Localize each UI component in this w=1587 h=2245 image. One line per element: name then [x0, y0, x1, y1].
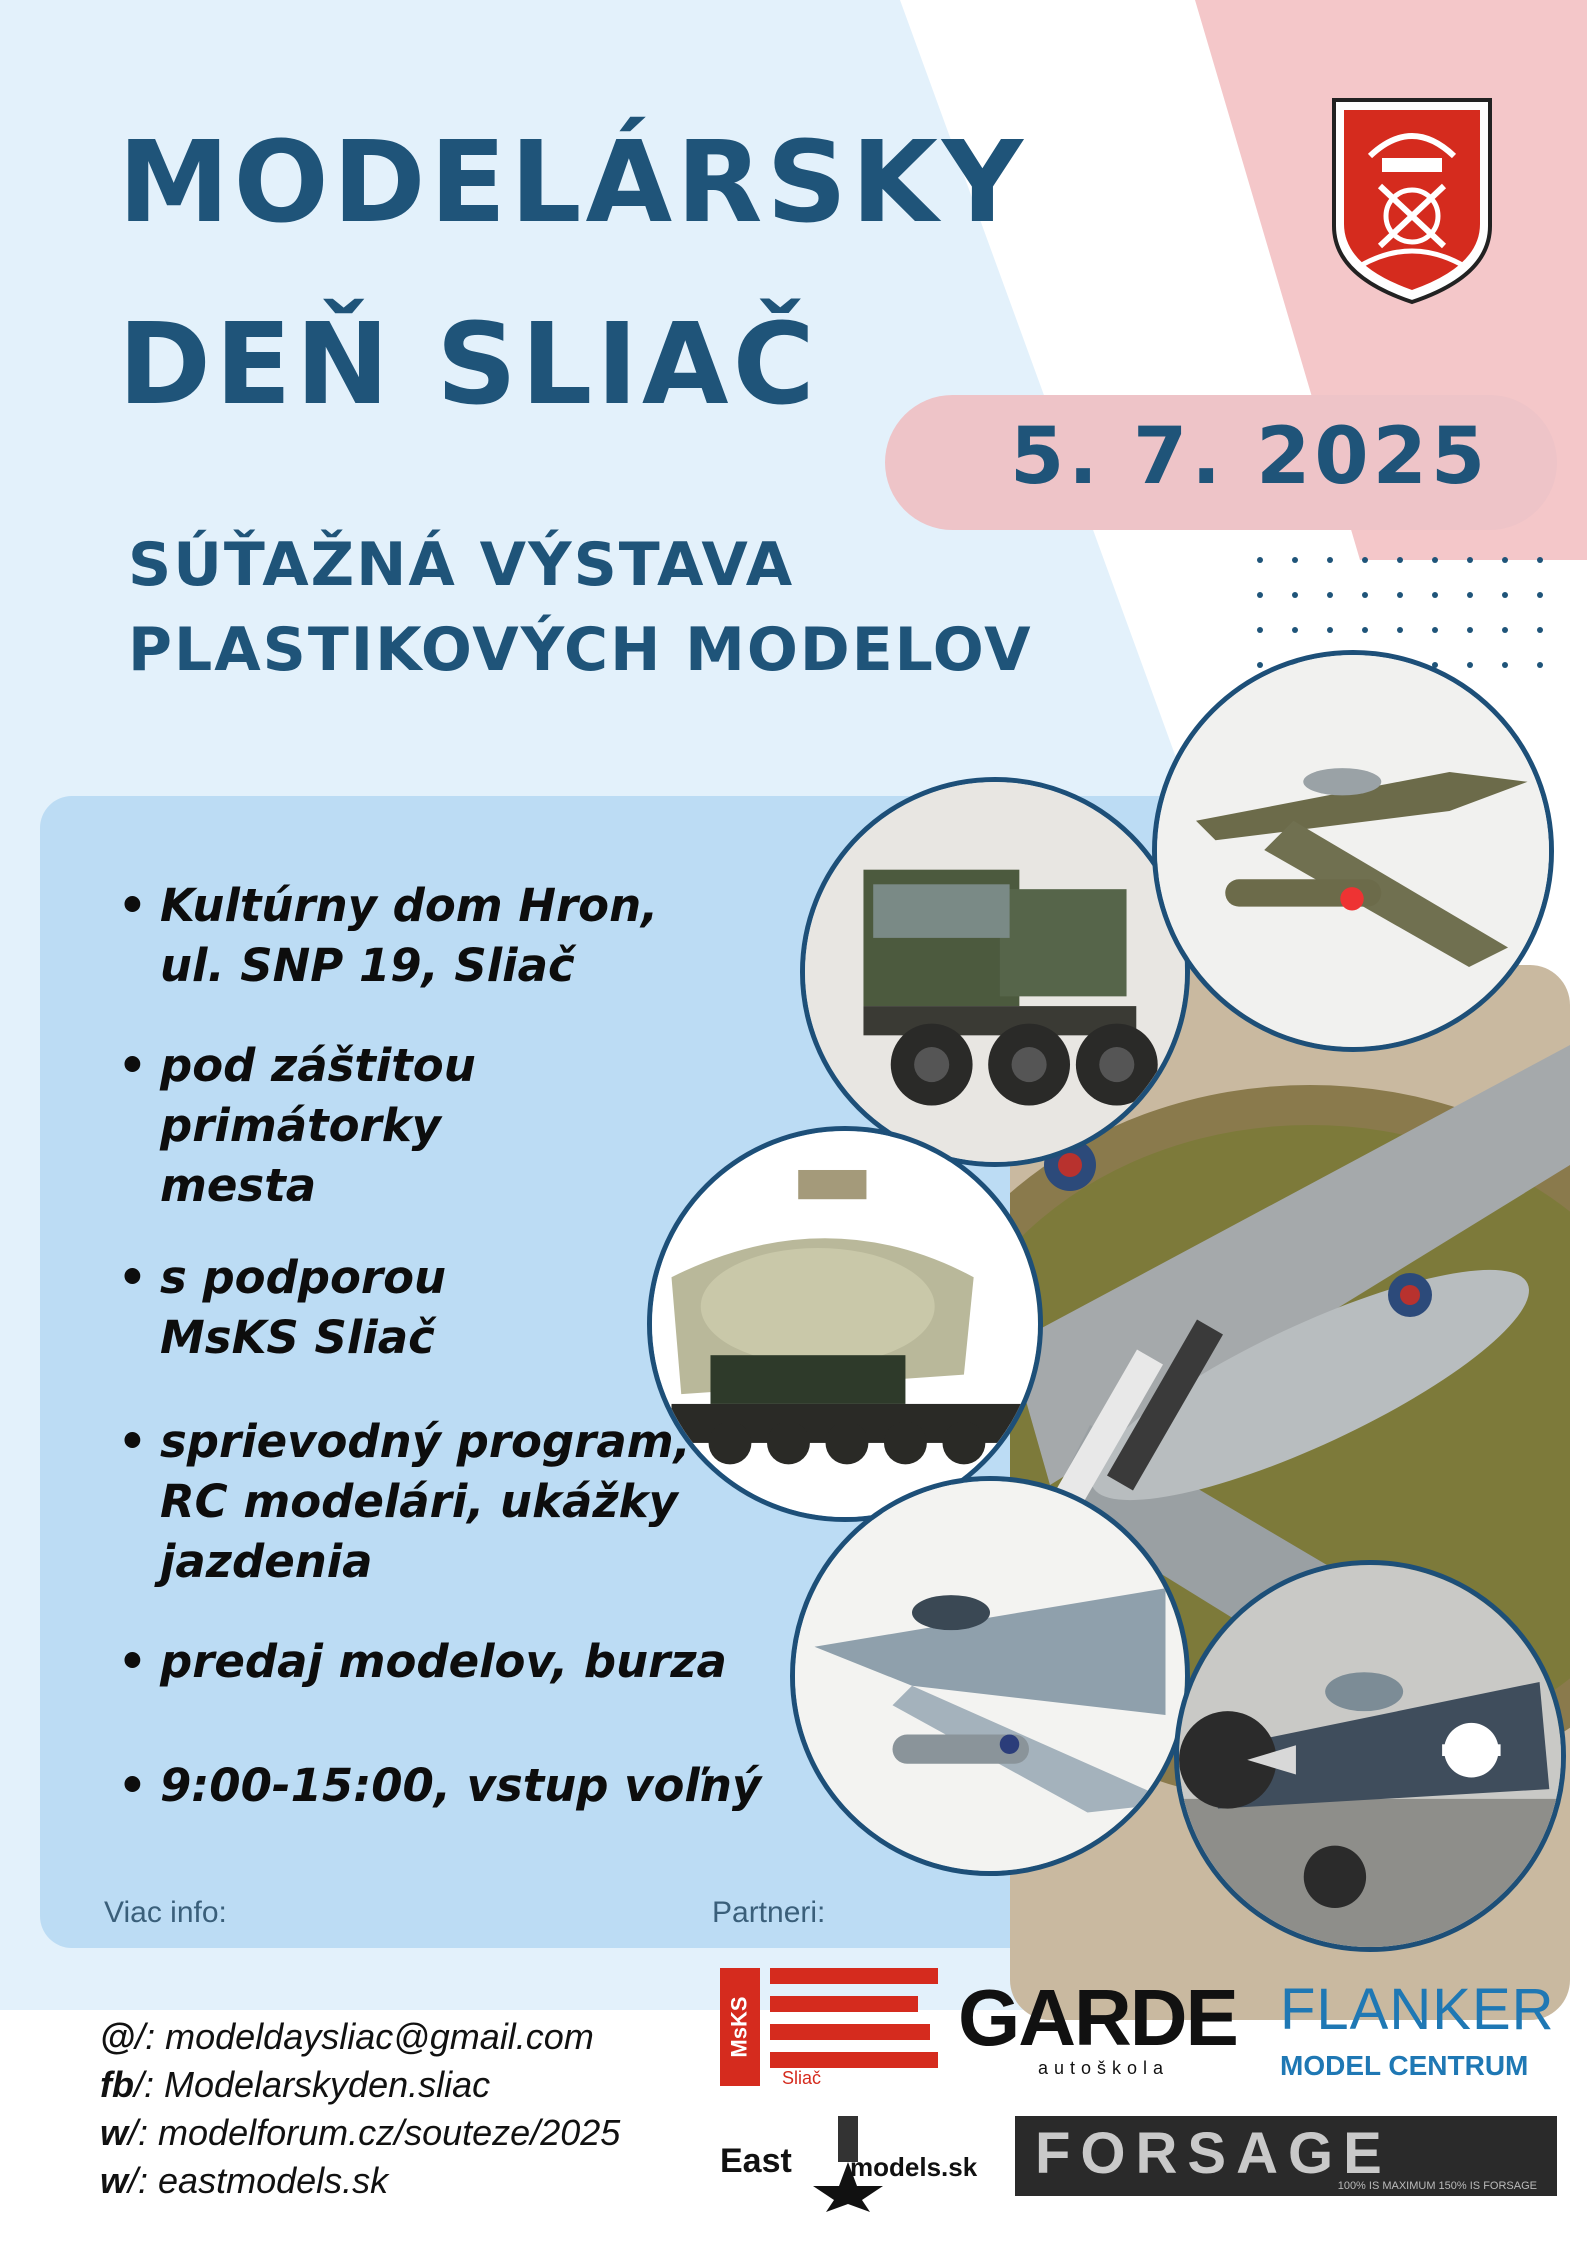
jet-trainer-photo — [1152, 650, 1554, 1052]
partners-label: Partneri: — [712, 1896, 826, 1929]
contact-web-modelforum[interactable]: w/: modelforum.cz/souteze/2025 — [100, 2112, 621, 2153]
garde-logo[interactable]: GARDE autoškola — [958, 1973, 1237, 2078]
dot-pattern — [1257, 557, 1543, 668]
event-date: 5. 7. 2025 — [1010, 412, 1490, 502]
mirage-photo — [790, 1476, 1190, 1876]
msks-logo[interactable]: MsKS Sliač — [720, 1968, 938, 2086]
more-info-label: Viac info: — [104, 1896, 227, 1929]
coat-of-arms-icon — [1330, 96, 1494, 306]
truck-photo — [800, 777, 1190, 1167]
corsair-photo — [1174, 1560, 1566, 1952]
bullet-icon: • — [118, 879, 147, 932]
bullet-icon: • — [118, 1759, 147, 1812]
subtitle-line-1: SÚŤAŽNÁ VÝSTAVA — [128, 530, 795, 600]
flanker-logo[interactable]: FLANKER MODEL CENTRUM — [1280, 1977, 1555, 2081]
title-line-1: MODELÁRSKY — [118, 118, 1027, 248]
contact-facebook[interactable]: fb/: Modelarskyden.sliac — [100, 2064, 491, 2105]
bullet-icon: • — [118, 1251, 147, 1304]
eastmodels-logo[interactable]: East models.sk — [720, 2112, 970, 2212]
forsage-logo[interactable]: FORSAGE 100% IS MAXIMUM 150% IS FORSAGE — [1015, 2116, 1557, 2196]
bullet-icon: • — [118, 1039, 147, 1092]
contact-web-eastmodels[interactable]: w/: eastmodels.sk — [100, 2160, 389, 2201]
title-line-2: DEŇ SLIAČ — [118, 300, 819, 430]
subtitle-line-2: PLASTIKOVÝCH MODELOV — [128, 615, 1033, 685]
bullet-icon: • — [118, 1415, 147, 1468]
contact-email[interactable]: @/: modeldaysliac@gmail.com — [100, 2016, 594, 2057]
bullet-icon: • — [118, 1635, 147, 1688]
helicopter-photo — [647, 1126, 1043, 1522]
